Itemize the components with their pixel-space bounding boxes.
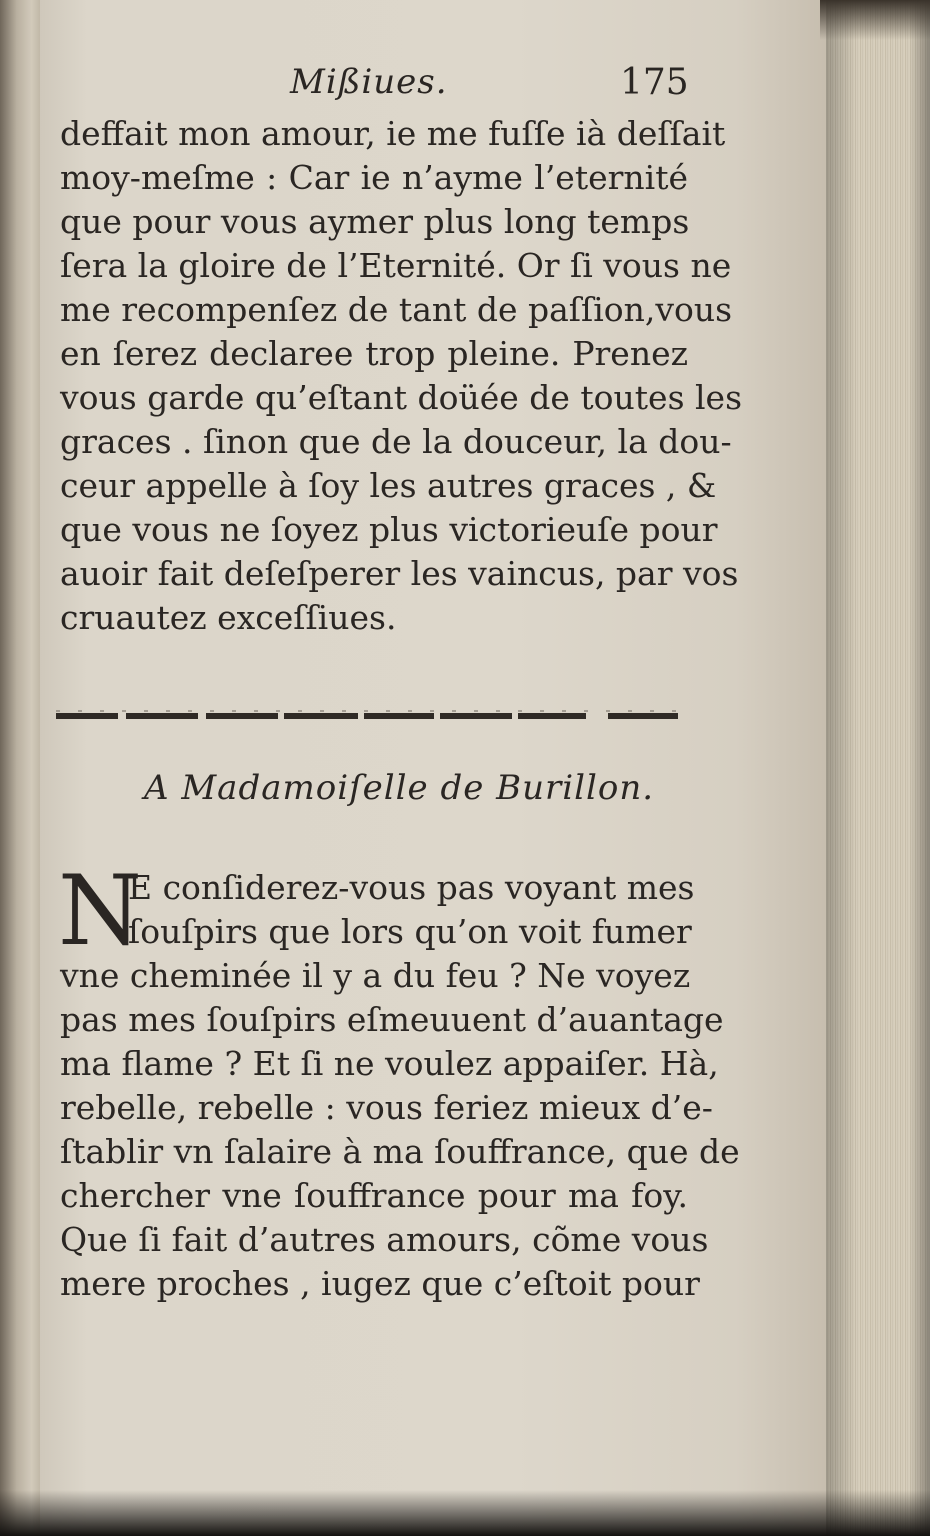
- text-line: pas mes ſouſpirs eſmeuuent d’auantage: [60, 1000, 724, 1039]
- text-line: deffait mon amour, ie me fuſſe ià deſſait: [60, 114, 726, 153]
- binding-shadow: [820, 0, 930, 40]
- text-line: que vous ne ſoyez plus victorieuſe pour: [60, 510, 718, 549]
- page-number: 175: [620, 62, 689, 103]
- text-line: Que ſi fait d’autres amours, cõme vous: [60, 1220, 709, 1259]
- text-line: vous garde qu’eſtant doüée de toutes les: [60, 378, 743, 417]
- text-line: ceur appelle à ſoy les autres graces , &: [60, 466, 717, 505]
- text-line: ſouſpirs que lors qu’on voit fumer: [128, 912, 692, 951]
- drop-cap: N: [58, 855, 142, 967]
- ornamental-rule: [56, 708, 680, 724]
- text-line: vne cheminée il y a du feu ? Ne voyez: [60, 956, 691, 995]
- text-line: rebelle, rebelle : vous feriez mieux d’e-: [60, 1088, 713, 1127]
- text-line: graces . ſinon que de la douceur, la dou-: [60, 422, 732, 461]
- letter-heading: A Madamoiſelle de Burillon.: [144, 768, 655, 808]
- text-line: cruautez exceſſiues.: [60, 598, 397, 637]
- text-line: ſera la gloire de l’Eternité. Or ſi vous ne: [60, 246, 732, 285]
- text-line: ſtablir vn ſalaire à ma ſouffrance, que de: [60, 1132, 740, 1171]
- text-line: que pour vous aymer plus long temps: [60, 202, 690, 241]
- text-line: moy-meſme : Car ie n’ayme l’eternité: [60, 158, 688, 197]
- text-line: auoir fait deſeſperer les vaincus, par vos: [60, 554, 739, 593]
- text-line: chercher vne ſouffrance pour ma foy.: [60, 1176, 688, 1215]
- facing-page-edge: [0, 0, 42, 1536]
- bottom-shadow: [0, 1490, 930, 1536]
- fore-edge-shadow: [826, 0, 930, 1536]
- text-line: mere proches , iugez que c’eſtoit pour: [60, 1264, 700, 1303]
- text-line: me recompenſez de tant de paſſion,vous: [60, 290, 733, 329]
- text-line: ma flame ? Et ſi ne voulez appaiſer. Hà,: [60, 1044, 719, 1083]
- running-head: Mißiues.: [290, 62, 448, 102]
- text-line: en ſerez declaree trop pleine. Prenez: [60, 334, 688, 373]
- text-line: E conſiderez-vous pas voyant mes: [128, 868, 695, 907]
